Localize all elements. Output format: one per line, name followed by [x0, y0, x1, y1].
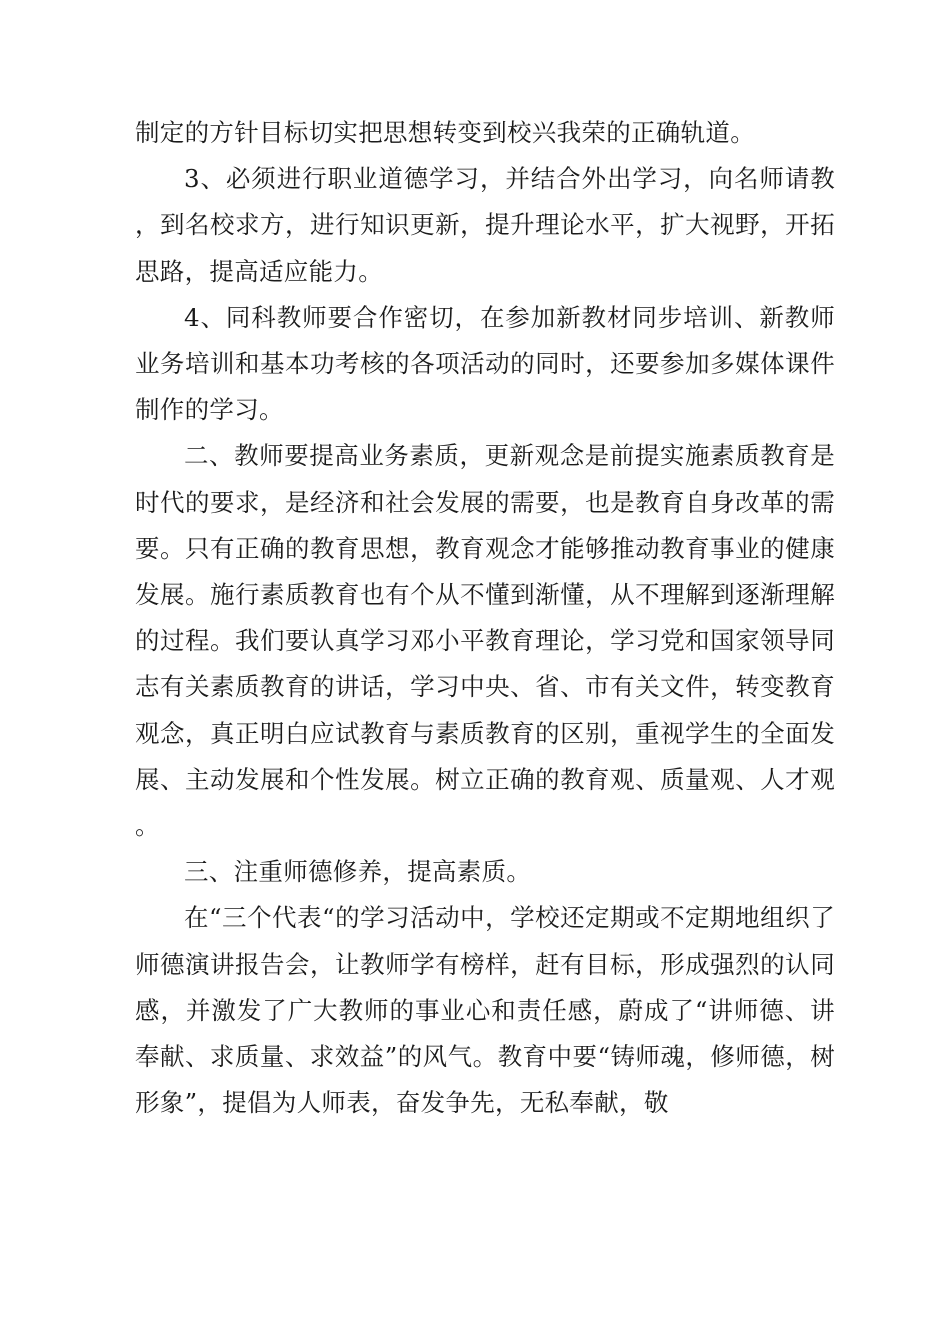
document-body [135, 110, 835, 1126]
paragraph-section-3-heading: 三、注重师德修养，提高素质。 [184, 857, 532, 887]
paragraph-section-2: 二、教师要提高业务素质，更新观念是前提实施素质教育是时代的要求，是经济和社会发展的需要，也是教育自身改革的需要。只有正确的教育思想，教育观念才能够推动教育事业的健康发展。施行素质教育也有个从不懂到渐懂，从不理解到逐渐理解的过程。我们要认真学习邓小平教育理论，学习党和国家领导同志有关素质教育的讲话，学习中央、省、市有关文件，转变教育观念，真正明白应试教育与素质教育的区别，重视学生的全面发展、主动发展和个性发展。树立正确的教育观、质量观、人才观。 [135, 441, 835, 841]
paragraph-item-3: 3、必须进行职业道德学习，并结合外出学习，向名师请教，到名校求方，进行知识更新，提升理论水平，扩大视野，开拓思路，提高适应能力。 [135, 164, 835, 286]
paragraph-item-4: 4、同科教师要合作密切，在参加新教材同步培训、新教师业务培训和基本功考核的各项活动的同时，还要参加多媒体课件制作的学习。 [135, 302, 835, 425]
paragraph-continuation: 制定的方针目标切实把思想转变到校兴我荣的正确轨道。 [135, 118, 755, 147]
paragraph-section-3-body: 在“三个代表“的学习活动中，学校还定期或不定期地组织了师德演讲报告会，让教师学有榜样，赶有目标，形成强烈的认同感，并激发了广大教师的事业心和责任感，蔚成了“讲师德、讲奉献、求质量、求效益”的风气。教育中要“铸师魂，修师德，树形象”，提倡为人师表，奋发争先，无私奉献，敬 [135, 903, 835, 1118]
